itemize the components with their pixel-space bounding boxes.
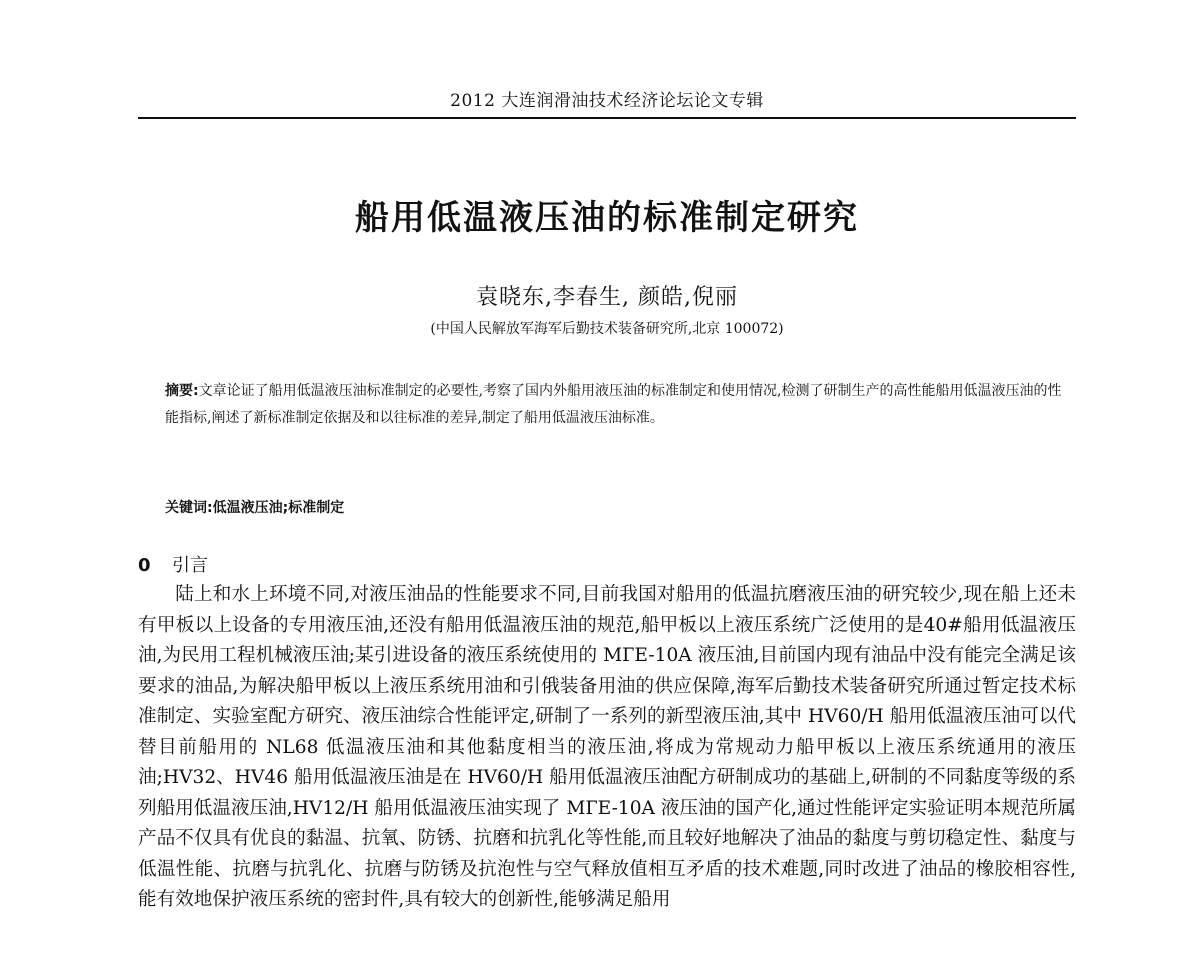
keywords-text: 低温液压油;标准制定 <box>212 500 345 516</box>
keywords-label: 关键词: <box>165 500 213 516</box>
abstract-block <box>165 378 1065 432</box>
section-number: 0 <box>138 555 151 576</box>
section-heading <box>138 551 208 577</box>
keywords-block <box>165 497 1065 517</box>
abstract-label: 摘要: <box>165 383 199 399</box>
header-rule <box>138 117 1076 119</box>
author-affiliation: (中国人民解放军海军后勤技术装备研究所,北京 100072) <box>430 321 784 337</box>
paper-title: 船用低温液压油的标准制定研究 <box>355 198 859 238</box>
author-list: 袁晓东,李春生, 颜皓,倪丽 <box>476 285 738 310</box>
section-title: 引言 <box>172 555 208 576</box>
running-head: 2012 大连润滑油技术经济论坛论文专辑 <box>450 91 764 111</box>
abstract-text: 文章论证了船用低温液压油标准制定的必要性,考察了国内外船用液压油的标准制定和使用情况,检测了研制生产的高性能船用低温液压油的性能指标,阐述了新标准制定依据及和以往标准的差异,制定了船用低温液压油标准。 <box>165 383 1062 426</box>
body-paragraph: 陆上和水上环境不同,对液压油品的性能要求不同,目前我国对船用的低温抗磨液压油的研究较少,现在船上还未有甲板以上设备的专用液压油,还没有船用低温液压油的规范,船甲板以上液压系统广泛使用的是40#船用低温液压油,为民用工程机械液压油;某引进设备的液压系统使用的 MГE-10A 液压油,目前国内现有油品中没有能完全满足该要求的油品,为解决船甲板以上液压系统用油和引俄装备用油的供应保障,海军后勤技术装备研究所通过暂定技术标准制定、实验室配方研究、液压油综合性能评定,研制了一系列的新型液压油,其中 HV60/H 船用低温液压油可以代替目前船用的 NL68 低温液压油和其他黏度相当的液压油,将成为常规动力船甲板以上液压系统通用的液压油;HV32、HV46 船用低温液压油是在 HV60/H 船用低温液压油配方研制成功的基础上,研制的不同黏度等级的系列船用低温液压油,HV12/H 船用低温液压油实现了 MГE-10A 液压油的国产化,通过性能评定实验证明本规范所属产品不仅具有优良的黏温、抗氧、防锈、抗磨和抗乳化等性能,而且较好地解决了油品的黏度与剪切稳定性、黏度与低温性能、抗磨与抗乳化、抗磨与防锈及抗泡性与空气释放值相互矛盾的技术难题,同时改进了油品的橡胶相容性,能有效地保护液压系统的密封件,具有较大的创新性,能够满足船用 <box>138 584 1076 910</box>
